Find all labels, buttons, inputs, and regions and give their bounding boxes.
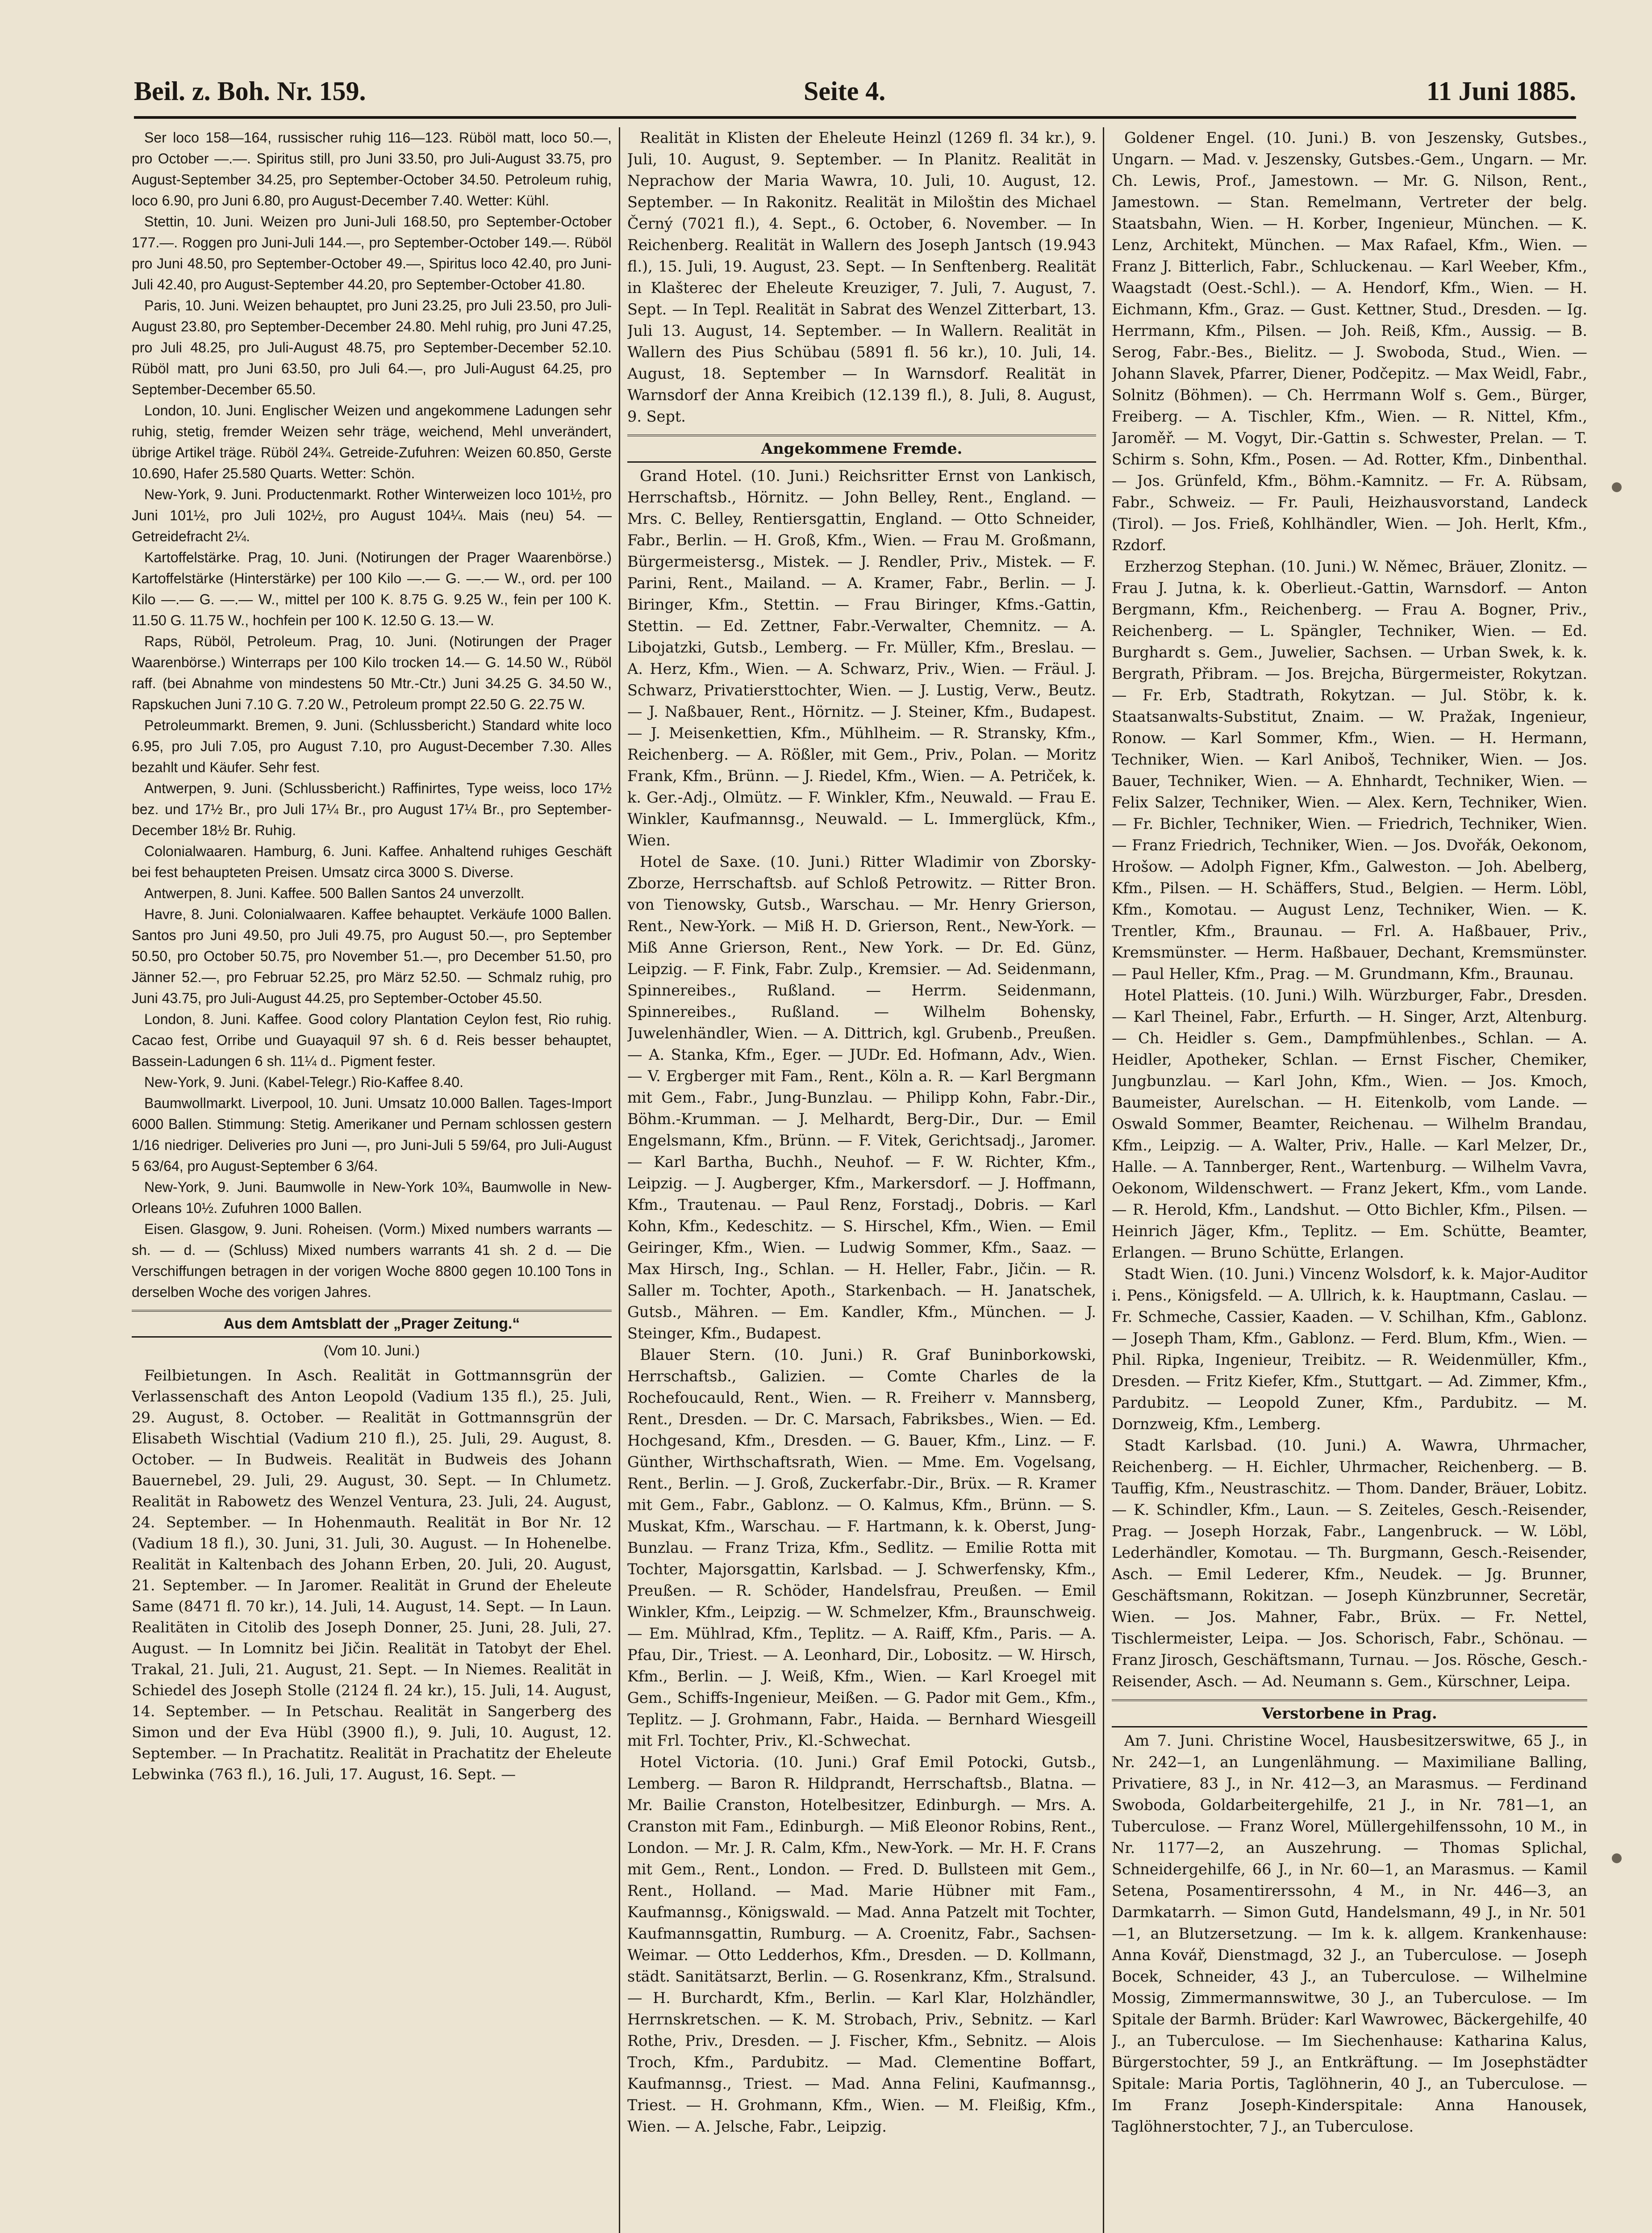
market-paragraph: Kartoffelstärke. Prag, 10. Juni. (Notirungen der Prager Waarenbörse.) Kartoffelstärke (Hinterstärke) per 100 Kilo —.— G. —.— W., ord. per 100 Kilo —.— G. —.— W., mittel per 100 K. 8.75 G. 9.25 W., fein per 100 K. 11.50 G. 11.75 W., hochfein per 100 K. 12.50 G. 13.— W. [132,549,612,628]
market-paragraph: Petroleummarkt. Bremen, 9. Juni. (Schlussbericht.) Standard white loco 6.95, pro Juli 7.05, pro August 7.10, pro August-December 7.30. Alles bezahlt und Käufer. Sehr fest. [132,717,612,775]
auction-notices-continued: Realität in Klisten der Eheleute Heinzl (1269 fl. 34 kr.), 9. Juli, 10. August, 9. September. — In Planitz. Realität in Neprachow der Maria Wawra, 10. Juli, 10. August, 12. September. — In Rakonitz. Realität in Miloštin des Michael Černý (7021 fl.), 4. Sept., 6. October, 6. November. — In Reichenberg. Realität in Wallern des Joseph Jantsch (19.943 fl.), 15. Juli, 19. August, 23. Sept. — In Senftenberg. Realität in Klašterec der Eheleute Kreuziger, 7. Juli, 7. August, 7. Sept. — In Tepl. Realität in Sabrat des Wenzel Zitterbart, 13. Juli 13. August, 14. September. — In Wallern. Realität in Wallern des Pius Schübau (5891 fl. 56 kr.), 10. Juli, 14. August, 18. September — In Warnsdorf. Realität in Warnsdorf der Anna Kreibich (12.139 fl.), 8. Juli, 8. August, 9. Sept. [627,129,1096,425]
hotel-entry: Blauer Stern. (10. Juni.) R. Graf Buninborkowski, Herrschaftsb., Galizien. — Comte Charles de la Rochefoucauld, Rent., Wien. — R. Freiherr v. Mannsberg, Rent., Dresden. — Dr. C. Marsach, Fabriksbes., Wien. — Ed. Hochgesand, Kfm., Dresden. — G. Bauer, Kfm., Linz. — F. Günther, Wirthschaftsrath, Wien. — Mme. Em. Vogelsang, Rent., Berlin. — J. Groß, Zuckerfabr.-Dir., Brüx. — R. Kramer mit Gem., Fabr., Gablonz. — O. Kalmus, Kfm., Brünn. — S. Muskat, Kfm., Warschau. — F. Hartmann, k. k. Oberst, Jung-Bunzlau. — Franz Triza, Kfm., Sedlitz. — Emilie Rotta mit Tochter, Majorsgattin, Karlsbad. — J. Schwerfensky, Kfm., Preußen. — R. Schöder, Handelsfrau, Preußen. — Emil Winkler, Kfm., Leipzig. — W. Schmelzer, Kfm., Braunschweig. — Em. Mühlrad, Kfm., Teplitz. — A. Raiff, Kfm., Paris. — A. Pfau, Dir., Triest. — A. Leonhard, Dir., Lobositz. — W. Hirsch, Kfm., Berlin. — J. Weiß, Kfm., Wien. — Karl Kroegel mit Gem., Schiffs-Ingenieur, Meißen. — G. Pador mit Gem., Kfm., Teplitz. — J. Grohmann, Fabr., Haida. — Bernhard Wiesgeill mit Frl. Tochter, Priv., Kl.-Schwechat. [627,1346,1096,1749]
column-divider [619,127,620,2233]
market-paragraph: Raps, Rüböl, Petroleum. Prag, 10. Juni. (Notirungen der Prager Waarenbörse.) Winterraps per 100 Kilo trocken 14.— G. 14.50 W., Rüböl raff. (bei Abnahme von mindestens 50 Mtr.-Ctr.) Juni 34.25 G. 34.50 W., Rapskuchen Juni 7.10 G. 7.20 W., Petroleum prompt 22.50 G. 22.75 W. [132,633,612,712]
market-paragraph: London, 8. Juni. Kaffee. Good colory Plantation Ceylon fest, Rio ruhig. Cacao fest, Orribe und Guayaquil 97 sh. 6 d. Reis besser behauptet, Bassein-Ladungen 6 sh. 11¼ d.. Pigment fester. [132,1011,612,1069]
market-paragraph: Ser loco 158—164, russischer ruhig 116—123. Rüböl matt, loco 50.—, pro October —.—. Spiritus still, pro Juni 33.50, pro Juli-August 33.75, pro August-September 34.25, pro September-October 34.50. Petroleum ruhig, loco 6.90, pro Juni 6.80, pro August-December 7.40. Wetter: Kühl. [132,130,612,209]
column-arrivals [627,127,1096,2233]
market-paragraph: New-York, 9. Juni. (Kabel-Telegr.) Rio-Kaffee 8.40. [144,1074,464,1090]
market-paragraph: Antwerpen, 9. Juni. (Schlussbericht.) Raffinirtes, Type weiss, loco 17½ bez. und 17½ Br., pro Juli 17¼ Br., pro August 17¼ Br., pro September-December 18½ Br. Ruhig. [132,780,612,838]
column-arrivals-deaths [1112,127,1587,2233]
section-heading-amtsblatt: Aus dem Amtsblatt der „Prager Zeitung.“ [132,1310,612,1338]
market-paragraph: Colonialwaaren. Hamburg, 6. Juni. Kaffee. Anhaltend ruhiges Geschäft bei fest behaupteten Preisen. Umsatz circa 3000 S. Diverse. [132,843,612,880]
hotel-entry: Erzherzog Stephan. (10. Juni.) W. Němec, Bräuer, Zlonitz. — Frau J. Jutna, k. k. Oberlieut.-Gattin, Warnsdorf. — Anton Bergmann, Kfm., Reichenberg. — Frau A. Bogner, Priv., Reichenberg. — L. Spängler, Techniker, Wien. — Ed. Burghardt s. Gem., Juwelier, Sachsen. — Urban Swek, k. k. Bergrath, Přibram. — Jos. Brejcha, Bürgermeister, Rokytzan. — Fr. Erb, Stadtrath, Rokytzan. — Jul. Stöbr, k. k. Staatsanwalts-Substitut, Znaim. — W. Pražak, Ingenieur, Ronow. — Karl Sommer, Kfm., Wien. — H. Hermann, Techniker, Wien. — Karl Aniboš, Techniker, Wien. — Jos. Bauer, Techniker, Wien. — A. Ehnhardt, Techniker, Wien. — Felix Salzer, Techniker, Wien. — Alex. Kern, Techniker, Wien. — Fr. Bichler, Techniker, Wien. — Friedrich, Techniker, Wien. — Franz Friedrich, Techniker, Wien. — Jos. Dvořák, Oekonom, Hrošow. — Adolph Figner, Kfm., Galweston. — Joh. Abelberg, Kfm., Pilsen. — H. Schäffers, Stud., Belgien. — Herm. Löbl, Kfm., Komotau. — August Lenz, Techniker, Wien. — K. Trentler, Kfm., Braunau. — Frl. A. Haßbauer, Priv., Kremsmünster. — Herm. Haßbauer, Dechant, Kremsmünster. — Paul Heller, Kfm., Prag. — M. Grundmann, Kfm., Braunau. [1112,558,1587,983]
column-market-reports [132,127,612,2233]
punch-hole [1612,482,1622,492]
column-divider [1103,127,1104,2233]
section-heading-arrivals: Angekommene Fremde. [627,435,1096,463]
punch-hole [1612,1853,1622,1863]
hotel-entry: Hotel de Saxe. (10. Juni.) Ritter Wladimir von Zborsky-Zborze, Herrschaftsb. auf Schloß Petrowitz. — Ritter Bron. von Tienowsky, Gutsb., Warschau. — Mr. Henry Grierson, Rent., New-York. — Miß H. D. Grierson, Rent., New-York. — Miß Anne Grierson, Rent., New York. — Dr. Ed. Günz, Leipzig. — F. Fink, Fabr. Zulp., Kremsier. — Ad. Seidenmann, Spinnereibes., Rußland. — Herrm. Seidenmann, Spinnereibes., Rußland. — Wilhelm Bohensky, Juwelenhändler, Wien. — A. Dittrich, kgl. Grubenb., Preußen. — A. Stanka, Kfm., Eger. — JUDr. Ed. Hofmann, Adv., Wien. — V. Ergberger mit Fam., Rent., Köln a. R. — Karl Bergmann mit Gem., Fabr., Jung-Bunzlau. — Philipp Kohn, Fabr.-Dir., Böhm.-Krumman. — J. Melhardt, Berg-Dir., Dur. — Emil Engelsmann, Kfm., Brünn. — F. Vitek, Gerichtsadj., Jaromer. — Karl Bartha, Buchh., Neuhof. — F. W. Richter, Kfm., Leipzig. — J. Augberger, Kfm., Markersdorf. — J. Hoffmann, Kfm., Trautenau. — Paul Renz, Forstadj., Dobris. — Karl Kohn, Kfm., Kedeschitz. — S. Hirschel, Kfm., Wien. — Emil Geiringer, Kfm., Wien. — Ludwig Sommer, Kfm., Saaz. — Max Hirsch, Ing., Schlan. — H. Heller, Fabr., Jičin. — R. Saller m. Tochter, Apoth., Starkenbach. — H. Janatschek, Gutsb., Mähren. — Em. Kandler, Kfm., München. — J. Steinger, Kfm., Budapest. [627,853,1096,1342]
market-paragraph: Paris, 10. Juni. Weizen behauptet, pro Juni 23.25, pro Juli 23.50, pro Juli-August 23.80, pro September-December 24.80. Mehl ruhig, pro Juni 47.25, pro Juli 48.25, pro Juli-August 48.75, pro September-December 52.10. Rüböl matt, pro Juni 63.50, pro Juli 64.—, pro Juli-August 64.25, pro September-December 65.50. [132,297,612,397]
market-paragraph: Havre, 8. Juni. Colonialwaaren. Kaffee behauptet. Verkäufe 1000 Ballen. Santos pro Juni 49.50, pro Juli 49.75, pro August 50.—, pro September 50.50, pro October 50.75, pro November 51.—, pro December 51.50, pro Jänner 52.—, pro Februar 52.25, pro März 52.50. — Schmalz ruhig, pro Juni 43.75, pro Juli-August 44.25, pro September-October 45.50. [132,906,612,1006]
issue-date: 11 Juni 1885. [1426,76,1576,106]
issue-label: Beil. z. Boh. Nr. 159. [134,76,366,106]
market-paragraph: Eisen. Glasgow, 9. Juni. Roheisen. (Vorm.) Mixed numbers warrants — sh. — d. — (Schluss) Mixed numbers warrants 41 sh. 2 d. — Die Verschiffungen betragen in der vorigen Woche 8800 gegen 10.100 Tons in derselben Woche des vorigen Jahres. [132,1221,612,1300]
market-paragraph: London, 10. Juni. Englischer Weizen und angekommene Ladungen sehr ruhig, stetig, fremder Weizen sehr träge, weichend, Mehl unverändert, übrige Artikel träge. Rüböl 24¾. Getreide-Zufuhren: Weizen 60.850, Gerste 10.690, Hafer 25.580 Quarts. Wetter: Schön. [132,402,612,481]
hotel-entry: Goldener Engel. (10. Juni.) B. von Jeszensky, Gutsbes., Ungarn. — Mad. v. Jeszensky, Gutsbes.-Gem., Ungarn. — Mr. Ch. Lewis, Prof., Jamestown. — Mr. G. Nilson, Rent., Jamestown. — Stan. Remelmann, Vertreter der belg. Staatsbahn, Wien. — H. Korber, Ingenieur, München. — K. Lenz, Architekt, München. — Max Rafael, Kfm., Wien. — Franz J. Bitterlich, Fabr., Schluckenau. — Karl Weeber, Kfm., Waagstadt (Oest.-Schl.). — A. Hendorf, Kfm., Wien. — H. Eichmann, Kfm., Graz. — Gust. Kettner, Stud., Dresden. — Ig. Herrmann, Kfm., Pilsen. — Joh. Reiß, Kfm., Aussig. — B. Serog, Fabr.-Bes., Bielitz. — J. Swoboda, Stud., Wien. — Johann Slavek, Pfarrer, Diener, Podčepitz. — Max Weidl, Fabr., Solnitz (Böhmen). — Ch. Herrmann Wolf s. Gem., Bürger, Freiberg. — A. Tischler, Kfm., Wien. — R. Nittel, Kfm., Jaroměř. — M. Vogyt, Dir.-Gattin s. Schwester, Prelan. — T. Schirm s. Sohn, Kfm., Posen. — Ad. Rotter, Kfm., Dinbenthal. — Jos. Grünfeld, Kfm., Böhm.-Kamnitz. — Fr. A. Rübsam, Fabr., Schweiz. — Fr. Pauli, Heizhausvorstand, Landeck (Tirol). — Jos. Frieß, Kohlhändler, Wien. — Joh. Herlt, Kfm., Rzdorf. [1112,129,1587,554]
auction-notices: Feilbietungen. In Asch. Realität in Gottmannsgrün der Verlassenschaft des Anton Leopold (Vadium 135 fl.), 25. Juli, 29. August, 8. October. — Realität in Gottmannsgrün der Elisabeth Wischtial (Vadium 210 fl.), 25. Juli, 29. August, 8. October. — In Budweis. Realität in Budweis des Johann Bauernebel, 29. Juli, 29. August, 30. Sept. — In Chlumetz. Realität in Rabowetz des Wenzel Ventura, 23. Juli, 24. August, 24. September. — In Hohenmauth. Realität in Bor Nr. 12 (Vadium 18 fl.), 30. Juni, 31. Juli, 30. August. — In Hohenelbe. Realität in Kaltenbach des Johann Erben, 20. Juli, 20. August, 21. September. — In Jaromer. Realität in Grund der Eheleute Same (8471 fl. 70 kr.), 14. Juli, 14. August, 14. Sept. — In Laun. Realitäten in Citolib des Joseph Donner, 25. Juni, 28. Juli, 27. August. — In Lomnitz bei Jičin. Realität in Tatobyt der Ehel. Trakal, 21. Juli, 21. August, 21. Sept. — In Niemes. Realität in Schiedel des Joseph Stolle (2124 fl. 24 kr.), 15. Juli, 14. August, 14. September. — In Petschau. Realität in Sangerberg des Simon und der Eva Hübl (3900 fl.), 9. Juli, 10. August, 12. September. — In Prachatitz. Realität in Prachatitz der Eheleute Lebwinka (763 fl.), 16. Juli, 17. August, 16. Sept. — [132,1367,612,1783]
hotel-entry: Stadt Karlsbad. (10. Juni.) A. Wawra, Uhrmacher, Reichenberg. — H. Eichler, Uhrmacher, Reichenberg. — B. Tauffig, Kfm., Neustraschitz. — Thom. Dander, Bräuer, Lobitz. — K. Schindler, Kfm., Laun. — S. Zeiteles, Gesch.-Reisender, Prag. — Joseph Horzak, Fabr., Langenbruck. — W. Löbl, Lederhändler, Komotau. — Th. Burgmann, Gesch.-Reisender, Asch. — Emil Lederer, Kfm., Neudek. — Jg. Brunner, Geschäftsmann, Rokitzan. — Joseph Künzbrunner, Secretär, Wien. — Jos. Mahner, Fabr., Brüx. — Fr. Nettel, Tischlermeister, Leipa. — Jos. Schorisch, Fabr., Schönau. — Franz Jirosch, Geschäftsmann, Turnau. — Jos. Rösche, Gesch.-Reisender, Asch. — Ad. Neumann s. Gem., Kürschner, Leipa. [1112,1437,1587,1690]
death-notices: Am 7. Juni. Christine Wocel, Hausbesitzerswitwe, 65 J., in Nr. 242—1, an Lungenlähmung. — Maximiliane Balling, Privatiere, 83 J., in Nr. 412—3, an Marasmus. — Ferdinand Swoboda, Goldarbeitergehilfe, 21 J., in Nr. 781—1, an Tuberculose. — Franz Worel, Müllergehilfenssohn, 10 M., in Nr. 1177—2, an Auszehrung. — Thomas Splichal, Schneidergehilfe, 66 J., in Nr. 60—1, an Marasmus. — Kamil Setena, Posamentirerssohn, 4 M., in Nr. 446—3, an Darmkatarrh. — Simon Gutd, Handelsmann, 49 J., in Nr. 501—1, an Blutzersetzung. — Im k. k. allgem. Krankenhause: Anna Kovář, Dienstmagd, 32 J., an Tuberculose. — Joseph Bocek, Schneider, 43 J., an Tuberculose. — Wilhelmine Mossig, Zimmermannswitwe, 30 J., an Tuberculose. — Im Spitale der Barmh. Brüder: Karl Wawrowec, Bäckergehilfe, 40 J., an Tuberculose. — Im Siechenhause: Katharina Kalus, Bürgerstochter, 59 J., an Entkräftung. — Im Josephstädter Spitale: Maria Portis, Taglöhnerin, 40 J., an Tuberculose. — Im Franz Joseph-Kinderspitale: Anna Hanousek, Taglöhnerstochter, 7 J., an Tuberculose. [1112,1732,1587,2135]
page-number: Seite 4. [804,76,886,106]
page-header [134,67,1576,119]
market-paragraph: New-York, 9. Juni. Productenmarkt. Rother Winterweizen loco 101½, pro Juni 101½, pro Juli 102½, pro August 104¼. Mais (neu) 54. — Getreidefracht 2¼. [132,486,612,544]
hotel-entry: Grand Hotel. (10. Juni.) Reichsritter Ernst von Lankisch, Herrschaftsb., Hörnitz. — John Belley, Rent., England. — Mrs. C. Belley, Rentiersgattin, England. — Otto Schneider, Fabr., Berlin. — H. Groß, Kfm., Wien. — Frau M. Großmann, Bürgermeistersg., Mistek. — J. Rendler, Priv., Mistek. — F. Parini, Rent., Mailand. — A. Kramer, Fabr., Berlin. — J. Biringer, Kfm., Stettin. — Frau Biringer, Kfms.-Gattin, Stettin. — Ed. Zettner, Fabr.-Verwalter, Chemnitz. — A. Libojatzki, Gutsb., Lemberg. — Fr. Müller, Kfm., Breslau. — A. Herz, Kfm., Wien. — A. Schwarz, Priv., Wien. — Fräul. J. Schwarz, Privatiersttochter, Wien. — J. Lustig, Verw., Beutz. — J. Naßbauer, Rent., Hörnitz. — J. Steiner, Kfm., Budapest. — J. Meisenkettien, Kfm., Mühlheim. — R. Stransky, Kfm., Reichenberg. — A. Rößler, mit Gem., Priv., Polan. — Moritz Frank, Kfm., Brünn. — J. Riedel, Kfm., Wien. — A. Petriček, k. k. Ger.-Adj., Olmütz. — F. Winkler, Kfm., Neuwald. — Frau E. Winkler, Kaufmannsg., Neuwald. — L. Immerglück, Kfm., Wien. [627,467,1096,849]
market-paragraph: Antwerpen, 8. Juni. Kaffee. 500 Ballen Santos 24 unverzollt. [144,885,525,901]
market-paragraph: Stettin, 10. Juni. Weizen pro Juni-Juli 168.50, pro September-October 177.—. Roggen pro Juni-Juli 144.—, pro September-October 149.—. Rüböl pro Juni 48.50, pro September-October 49.—, Spiritus loco 42.40, pro Juni-Juli 42.40, pro August-September 44.20, pro September-October 41.80. [132,213,612,293]
section-subheading: (Vom 10. Juni.) [323,1342,420,1359]
market-paragraph: Baumwollmarkt. Liverpool, 10. Juni. Umsatz 10.000 Ballen. Tages-Import 6000 Ballen. Stimmung: Stetig. Amerikaner und Pernam schlossen gestern 1/16 niedriger. Deliveries pro Juni —, pro Juni-Juli 5 59/64, pro Juli-August 5 63/64, pro August-September 6 3/64. [132,1095,612,1174]
section-heading-deaths: Verstorbene in Prag. [1112,1699,1587,1727]
hotel-entry: Hotel Platteis. (10. Juni.) Wilh. Würzburger, Fabr., Dresden. — Karl Theinel, Fabr., Erfurth. — H. Singer, Arzt, Altenburg. — Ch. Heidler s. Gem., Dampfmühlenbes., Schlan. — A. Heidler, Apotheker, Schlan. — Ernst Fischer, Chemiker, Jungbunzlau. — Karl John, Kfm., Wien. — Jos. Kmoch, Baumeister, Aurelschan. — H. Eitenkolb, vom Lande. — Oswald Sommer, Beamter, Reichenau. — Wilhelm Brandau, Kfm., Leipzig. — A. Walter, Priv., Halle. — Karl Melzer, Dr., Halle. — A. Tannberger, Rent., Wartenburg. — Wilhelm Vavra, Oekonom, Wildenschwert. — Franz Jekert, Kfm., vom Lande. — R. Herold, Kfm., Landshut. — Otto Bichler, Kfm., Pilsen. — Heinrich Jäger, Kfm., Teplitz. — Em. Schütte, Beamter, Erlangen. — Bruno Schütte, Erlangen. [1112,987,1587,1261]
hotel-entry: Stadt Wien. (10. Juni.) Vincenz Wolsdorf, k. k. Major-Auditor i. Pens., Königsfeld. — A. Ullrich, k. k. Hauptmann, Caslau. — Fr. Schmeche, Cassier, Kaaden. — V. Schilhan, Kfm., Gablonz. — Joseph Tham, Kfm., Gablonz. — Ferd. Blum, Kfm., Wien. — Phil. Ripka, Ingenieur, Treibitz. — R. Weidenmüller, Kfm., Dresden. — Fritz Kiefer, Kfm., Stuttgart. — Ad. Zimmer, Kfm., Pardubitz. — Leopold Zuner, Kfm., Pardubitz. — M. Dornzweig, Kfm., Lemberg. [1112,1265,1587,1433]
market-paragraph: New-York, 9. Juni. Baumwolle in New-York 10¾, Baumwolle in New-Orleans 10½. Zufuhren 1000 Ballen. [132,1179,612,1216]
hotel-entry: Hotel Victoria. (10. Juni.) Graf Emil Potocki, Gutsb., Lemberg. — Baron R. Hildprandt, Herrschaftsb., Blatna. — Mr. Bailie Cranston, Hotelbesitzer, Edinburgh. — Mrs. A. Cranston mit Fam., Edinburgh. — Miß Eleonor Robins, Rent., London. — Mr. J. R. Calm, Kfm., New-York. — Mr. H. F. Crans mit Gem., Rent., London. — Fred. D. Bullsteen mit Gem., Rent., Holland. — Mad. Marie Hübner mit Fam., Kaufmannsg., Königswald. — Mad. Anna Patzelt mit Tochter, Kaufmannsgattin, Rumburg. — A. Croenitz, Fabr., Sachsen-Weimar. — Otto Ledderhos, Kfm., Dresden. — D. Kollmann, städt. Sanitätsarzt, Berlin. — G. Rosenkranz, Kfm., Stralsund. — H. Burchardt, Kfm., Berlin. — Karl Klar, Holzhändler, Herrnskretschen. — K. M. Strobach, Priv., Sebnitz. — Karl Rothe, Priv., Dresden. — J. Fischer, Kfm., Sebnitz. — Alois Troch, Kfm., Pardubitz. — Mad. Clementine Boffart, Kaufmannsg., Triest. — Mad. Anna Felini, Kaufmannsg., Triest. — H. Grohmann, Kfm., Wien. — M. Fleißig, Kfm., Wien. — A. Jelsche, Fabr., Leipzig. [627,1753,1096,2135]
